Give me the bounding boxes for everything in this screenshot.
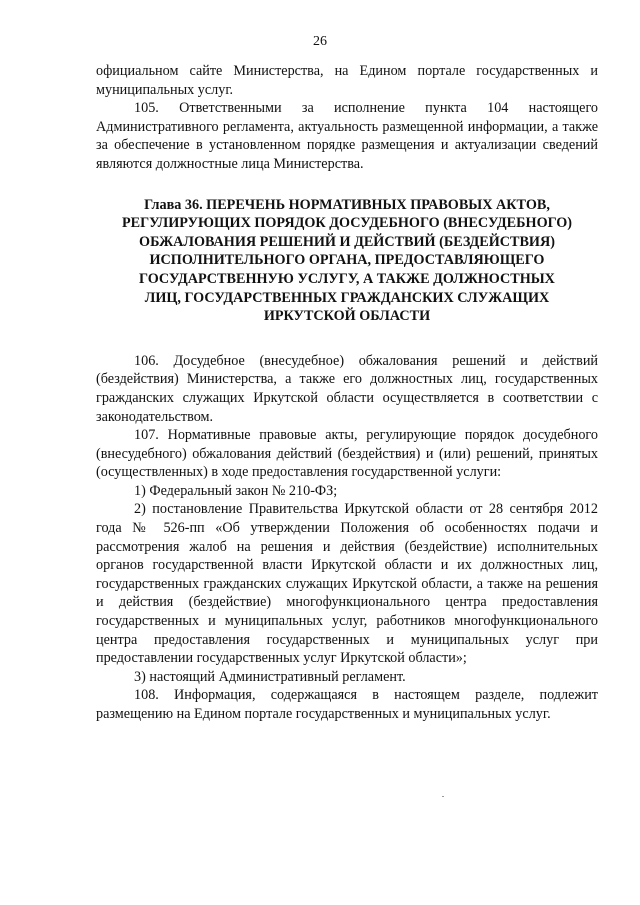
heading-line: Глава 36. ПЕРЕЧЕНЬ НОРМАТИВНЫХ ПРАВОВЫХ АКТОВ, — [144, 196, 550, 213]
intro-paragraph: официальном сайте Министерства, на Едином портале государственных и муниципальных услуг. — [96, 63, 598, 98]
heading-line: ЛИЦ, ГОСУДАРСТВЕННЫХ ГРАЖДАНСКИХ СЛУЖАЩИХ — [144, 289, 550, 306]
list-item-1: 1) Федеральный закон № 210-ФЗ; — [134, 482, 338, 499]
heading-line: ОБЖАЛОВАНИЯ РЕШЕНИЙ И ДЕЙСТВИЙ (БЕЗДЕЙСТВИЯ) — [139, 233, 555, 250]
page-content — [96, 62, 598, 724]
paragraph-107: 107. Нормативные правовые акты, регулирующие порядок досудебного (внесудебного) обжалования действий (бездействия) и (или) решений, принятых (осуществленных) в ходе предоставления государственной услуги: — [96, 427, 598, 481]
page-number: 26 — [313, 34, 327, 49]
list-item-3: 3) настоящий Административный регламент. — [134, 668, 406, 685]
scan-mark — [442, 796, 444, 797]
paragraph-106: 106. Досудебное (внесудебное) обжалования решений и действий (бездействия) Министерства, а также его должностных лиц, государственных гражданских служащих Иркутской области осуществляется в соответствии с законодательством. — [96, 352, 598, 425]
paragraph-105: 105. Ответственными за исполнение пункта 104 настоящего Административного регламента, актуальность размещенной информации, а также за обеспечение в установленном порядке размещения и актуализации сведений являются должностные лица Министерства. — [96, 100, 598, 172]
chapter-heading — [96, 196, 598, 326]
heading-line: ГОСУДАРСТВЕННУЮ УСЛУГУ, А ТАКЖЕ ДОЛЖНОСТНЫХ — [139, 270, 555, 287]
heading-line: ИРКУТСКОЙ ОБЛАСТИ — [263, 308, 431, 325]
heading-line: РЕГУЛИРУЮЩИХ ПОРЯДОК ДОСУДЕБНОГО (ВНЕСУДЕБНОГО) — [121, 215, 573, 232]
paragraph-108: 108. Информация, содержащаяся в настоящем разделе, подлежит размещению на Едином портале государственных и муниципальных услуг. — [96, 687, 598, 722]
heading-line: ИСПОЛНИТЕЛЬНОГО ОРГАНА, ПРЕДОСТАВЛЯЮЩЕГО — [149, 252, 545, 269]
list-item-2: 2) постановление Правительства Иркутской области от 28 сентября 2012 года № 526-пп «Об утверждении Положения об особенностях подачи и рассмотрения жалоб на решения и действия (бездействие) исполнительных органов государственной власти Иркутской области и их должностных лиц, государственных гражданских служащих Иркутской области, а также на решения и действия (бездействие) многофункционального центра предоставления государственных и муниципальных услуг, работников многофункционального центра предоставления государственных и муниципальных услуг при предоставлении государственных услуг Иркутской области»; — [96, 501, 598, 667]
